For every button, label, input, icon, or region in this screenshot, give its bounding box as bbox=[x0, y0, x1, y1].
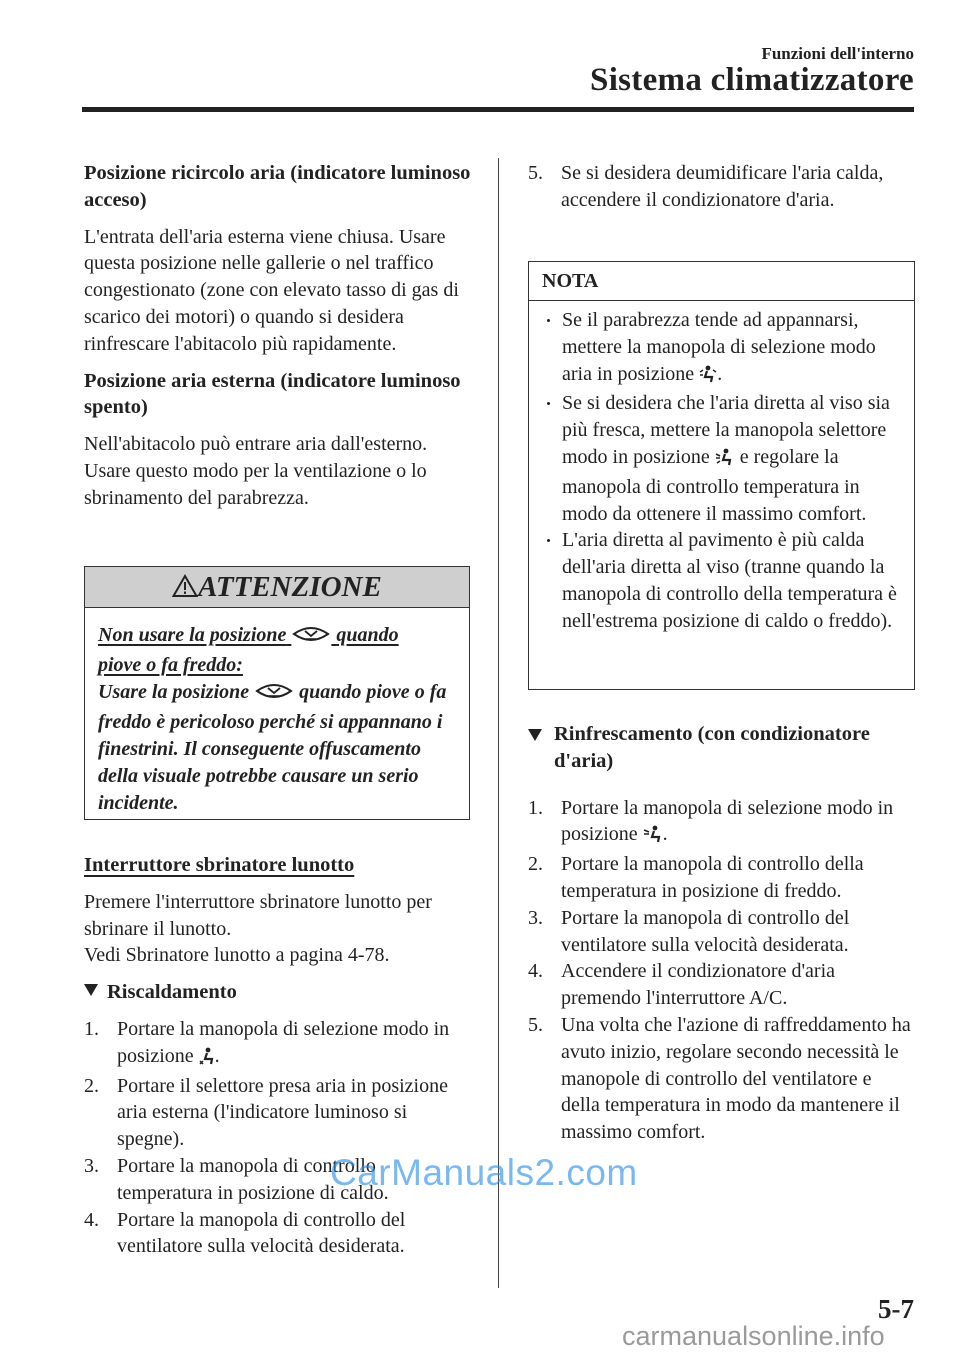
windshield-defrost-icon bbox=[254, 681, 294, 709]
floor-vent-icon bbox=[199, 1046, 215, 1073]
rear-defrost-ref: Vedi Sbrinatore lunotto a pagina 4-78. bbox=[84, 944, 390, 967]
list-item: 2. Portare il selettore presa aria in posizione aria esterna (l'indicatore luminoso si spegne). bbox=[84, 1074, 448, 1151]
bilevel-vent-icon bbox=[715, 447, 735, 474]
list-item: 3. Portare la manopola di controllo del ventilatore sulla velocità desiderata. bbox=[528, 906, 850, 956]
list-item: 1. Portare la manopola di selezione modo in posizione . bbox=[84, 1016, 476, 1073]
outside-air-heading: Posizione aria esterna (indicatore luminoso spento) bbox=[84, 369, 461, 419]
warning-title-bar bbox=[85, 567, 469, 608]
list-item: 4. Accendere il condizionatore d'aria premendo l'interruttore A/C. bbox=[528, 960, 836, 1010]
list-item: 1. Portare la manopola di selezione modo in posizione . bbox=[528, 795, 914, 852]
face-floor-vent-icon bbox=[699, 364, 717, 391]
warning-line1-b: quando bbox=[336, 624, 399, 646]
face-vent-icon bbox=[643, 824, 663, 851]
section-subtitle: Funzioni dell'interno bbox=[761, 44, 914, 63]
rear-defrost-heading: Interruttore sbrinatore lunotto bbox=[84, 854, 355, 876]
list-item: 3. Portare la manopola di controllo temperatura in posizione di caldo. bbox=[84, 1154, 389, 1204]
watermark-center: CarManuals2.com bbox=[330, 1152, 638, 1193]
heating-steps bbox=[84, 1016, 476, 1260]
cooling-heading: Rinfrescamento (con condizionatore d'aria) bbox=[528, 721, 914, 775]
cooling-steps bbox=[528, 795, 914, 1146]
note-bullet: Se si desidera che l'aria diretta al viso sia più fresca, mettere la manopola selettore modo in posizione e regolare la manopola di controllo temperatura in modo da ottenere il massimo comfort. bbox=[543, 390, 904, 527]
list-item: 4. Portare la manopola di controllo del ventilatore sulla velocità desiderata. bbox=[84, 1208, 406, 1258]
note-title-bar bbox=[529, 262, 914, 301]
note-bullet: L'aria diretta al pavimento è più calda dell'aria diretta al viso (tranne quando la manopola di controllo della temperatura è nell'estrema posizione di caldo o freddo). bbox=[543, 527, 904, 634]
section-triangle-icon bbox=[84, 984, 98, 996]
recirc-text: L'entrata dell'aria esterna viene chiusa. Usare questa posizione nelle gallerie o nel traffico congestionato (zone con elevato tasso di gas di scarico dei motori) o quando si desidera rinfrescare l'abitacolo più rapidamente. bbox=[84, 225, 459, 355]
list-item: 5. Una volta che l'azione di raffreddamento ha avuto inizio, regolare secondo necessità le manopole di controllo del ventilatore e della temperatura in modo da mantenere il massimo comfort. bbox=[528, 1013, 911, 1144]
note-title: NOTA bbox=[542, 270, 599, 292]
warning-line1-a: Non usare la posizione bbox=[98, 624, 287, 646]
note-bullet: Se il parabrezza tende ad appannarsi, mettere la manopola di selezione modo aria in posizione . bbox=[543, 307, 904, 390]
right-column-lower bbox=[528, 721, 914, 1146]
warning-line2: piove o fa freddo: bbox=[98, 654, 243, 676]
warning-box bbox=[84, 566, 470, 820]
list-item: 5. Se si desidera deumidificare l'aria calda, accendere il condizionatore d'aria. bbox=[528, 162, 884, 211]
warning-rest: o fa freddo è pericoloso perché si appannano i finestrini. Il conseguente offuscamento della visuale potrebbe causare un serio incidente. bbox=[98, 681, 447, 814]
page-number: 5-7 bbox=[878, 1294, 914, 1324]
warning-line3-b: quando piove bbox=[299, 681, 410, 703]
warning-title: ATTENZIONE bbox=[198, 571, 382, 603]
heating-heading: Riscaldamento bbox=[84, 979, 476, 1006]
rear-defrost-text: Premere l'interruttore sbrinatore lunotto per sbrinare il lunotto. bbox=[84, 890, 432, 940]
section-triangle-icon bbox=[528, 729, 542, 741]
note-box bbox=[528, 261, 915, 690]
column-divider bbox=[498, 158, 499, 1288]
left-column-lower bbox=[84, 852, 476, 1260]
outside-air-text: Nell'abitacolo può entrare aria dall'esterno. Usare questo modo per la ventilazione o lo sbrinamento del parabrezza. bbox=[84, 433, 428, 509]
left-column bbox=[84, 160, 476, 512]
list-item: 2. Portare la manopola di controllo della temperatura in posizione di freddo. bbox=[528, 853, 864, 902]
header-rule bbox=[82, 107, 914, 112]
right-column-top bbox=[528, 160, 914, 214]
recirc-heading: Posizione ricircolo aria (indicatore luminoso acceso) bbox=[84, 162, 471, 211]
warning-body bbox=[85, 608, 469, 817]
warning-triangle-icon bbox=[172, 574, 198, 603]
warning-line3-a: Usare la posizione bbox=[98, 681, 250, 703]
windshield-defrost-icon bbox=[291, 624, 331, 652]
note-body bbox=[529, 301, 914, 635]
watermark-bottom: carmanualsonline.info bbox=[622, 1321, 885, 1351]
page-title: Sistema climatizzatore bbox=[590, 62, 914, 98]
